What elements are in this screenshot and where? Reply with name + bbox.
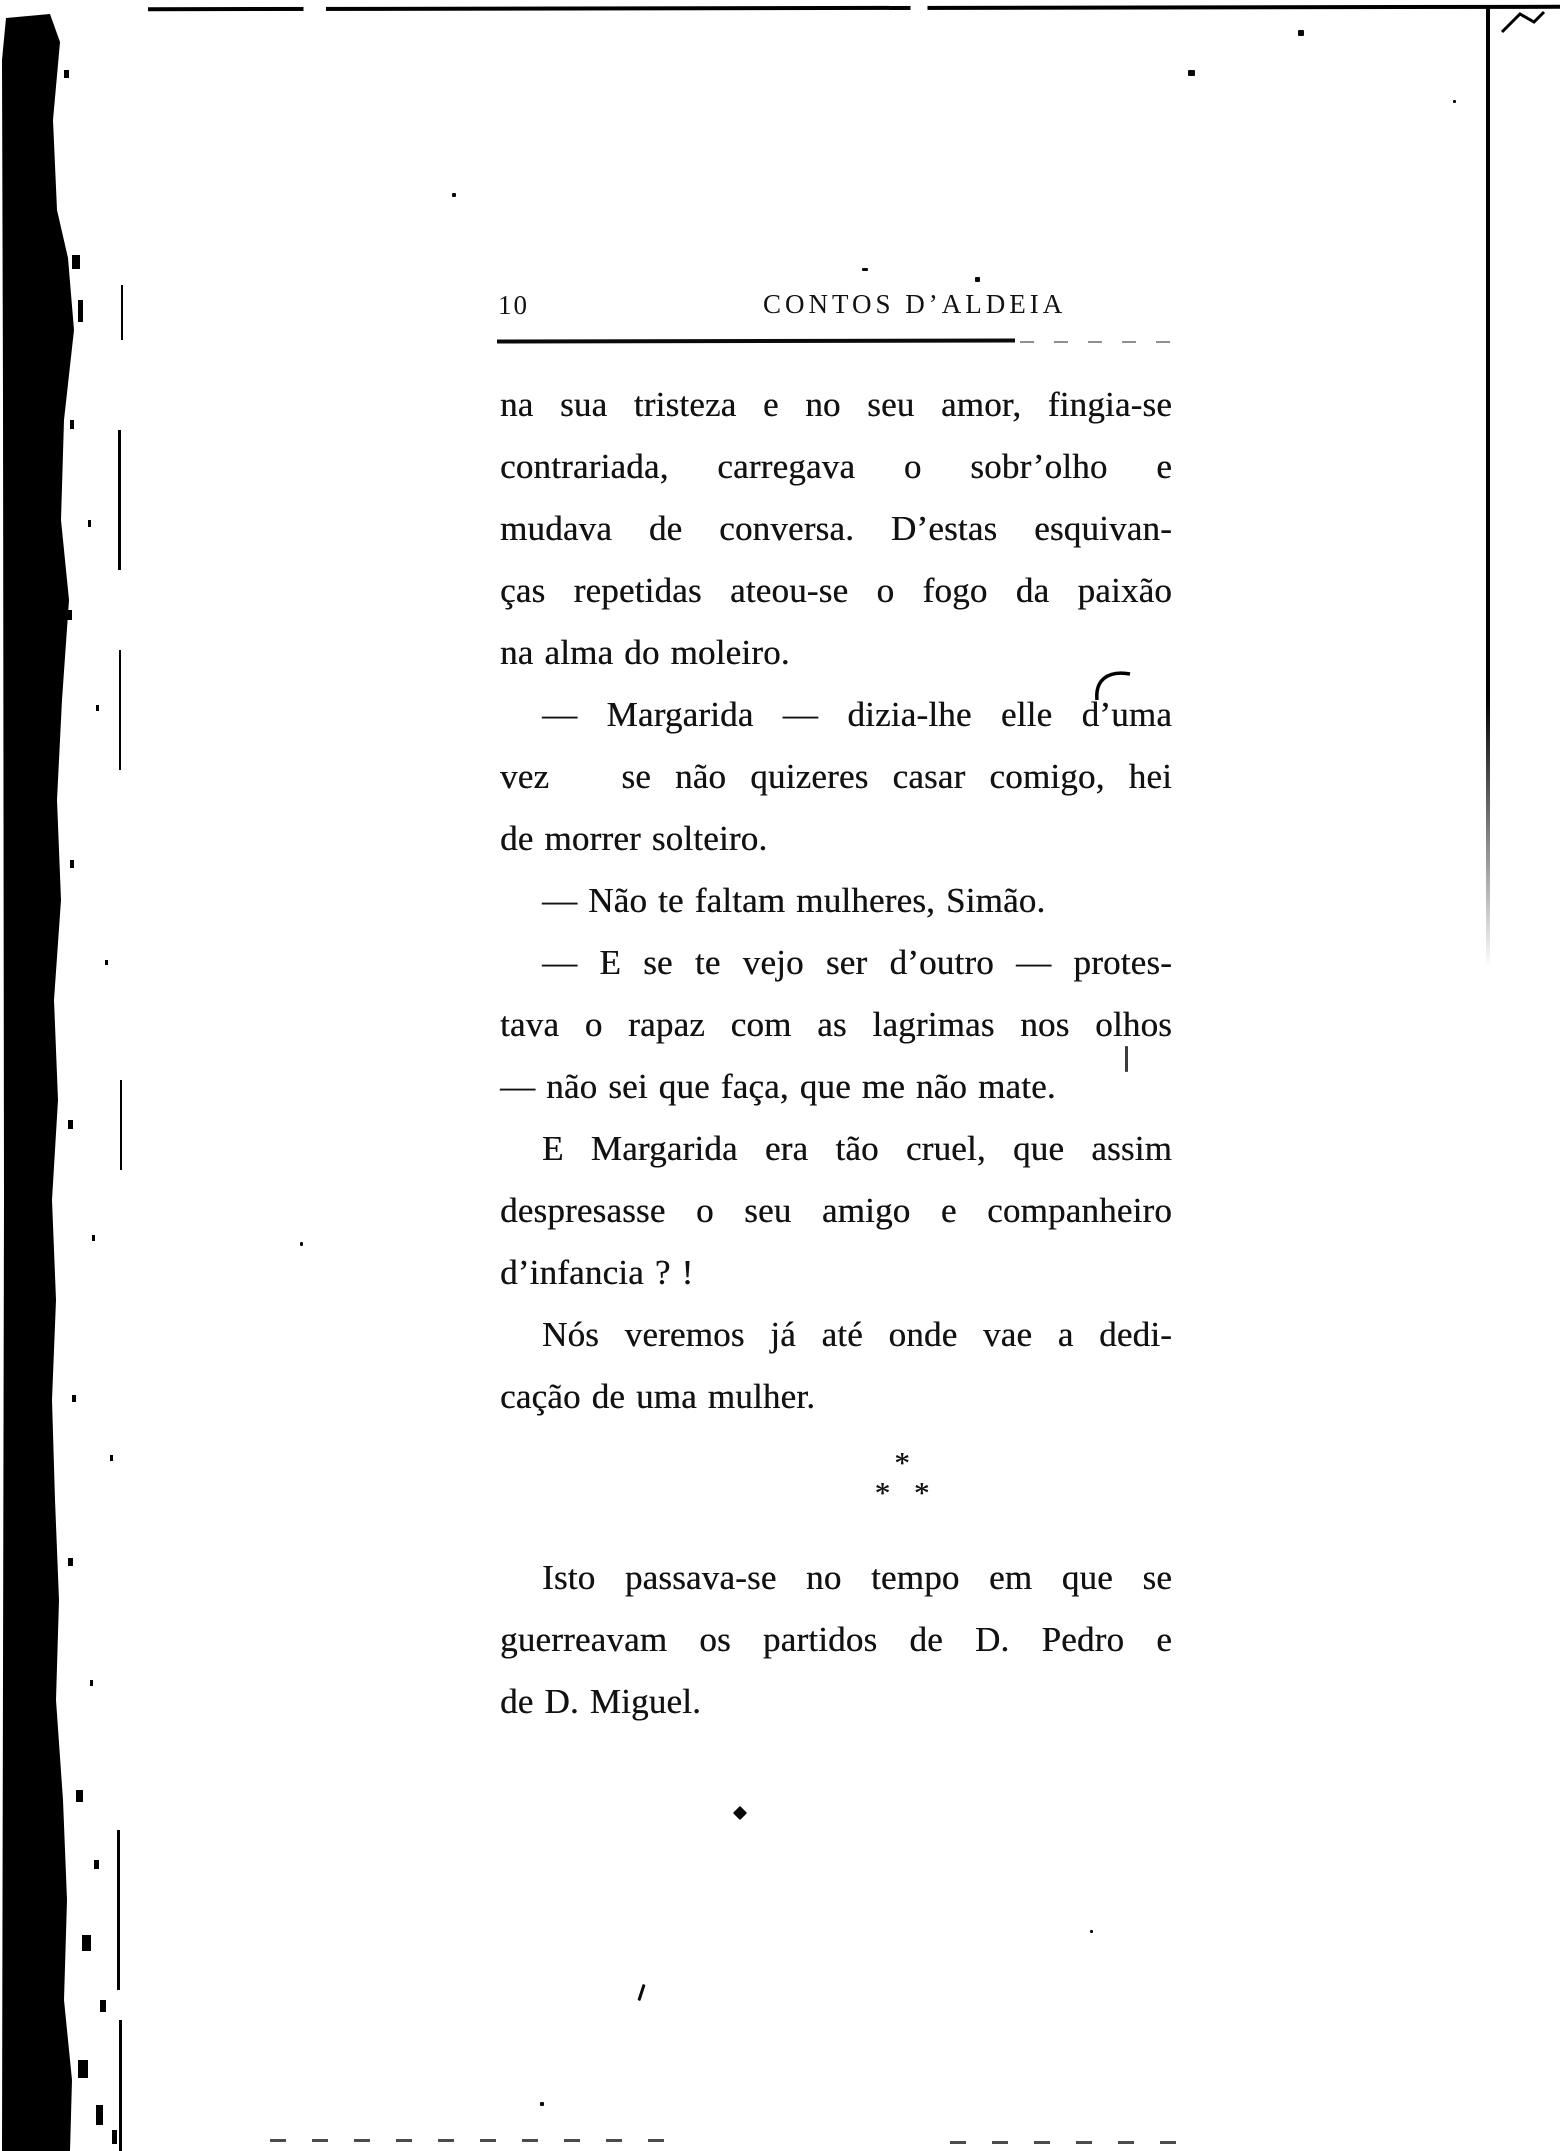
- text-line: de D. Miguel.: [500, 1682, 702, 1721]
- scan-edge-artifact: [0, 0, 150, 2151]
- text-line: — E se te vejo ser d’outro — protes-: [542, 943, 1172, 982]
- scan-bottom-border: [950, 2141, 1180, 2144]
- scan-speck: [452, 193, 456, 197]
- asterisk-divider-bottom: * *: [874, 1475, 930, 1510]
- scan-top-border: [148, 5, 1560, 11]
- text-line: — não sei que faça, que me não mate.: [500, 1067, 1056, 1106]
- text-line: despresasse o seu amigo e companheiro: [500, 1191, 1172, 1230]
- text-line: Isto passava-se no tempo em que se: [542, 1558, 1172, 1597]
- scan-speck: [540, 2102, 544, 2106]
- scan-speck: [862, 268, 868, 271]
- header-rule: [497, 338, 1015, 343]
- scan-speck: [733, 1806, 747, 1820]
- header-rule-faint: [1020, 341, 1185, 343]
- page-number: 10: [498, 290, 529, 320]
- text-line: na sua tristeza e no seu amor, fingia-se: [500, 385, 1172, 424]
- running-title: CONTOS D’ALDEIA: [763, 289, 1067, 319]
- scan-hook-mark: [1094, 668, 1136, 704]
- text-line: guerreavam os partidos de D. Pedro e: [500, 1620, 1172, 1659]
- scan-speck: [1453, 100, 1456, 103]
- text-line: na alma do moleiro.: [500, 633, 790, 672]
- scan-speck: [1125, 1046, 1128, 1072]
- text-line: d’infancia ? !: [500, 1253, 694, 1292]
- text-line: mudava de conversa. D’estas esquivan-: [500, 509, 1172, 548]
- text-line: vez se não quizeres casar comigo, hei: [500, 757, 1172, 796]
- text-line: ças repetidas ateou-se o fogo da paixão: [500, 571, 1172, 610]
- scan-speck: [300, 1242, 303, 1246]
- scan-speck: [637, 1984, 645, 2001]
- scan-bottom-border: [270, 2139, 690, 2142]
- text-line: tava o rapaz com as lagrimas nos olhos: [500, 1005, 1172, 1044]
- text-line: de morrer solteiro.: [500, 819, 768, 858]
- scan-speck: [975, 277, 980, 282]
- scan-speck: [1298, 30, 1304, 36]
- scan-corner-mark: [1500, 4, 1550, 44]
- scan-speck: [1188, 70, 1195, 76]
- text-line: — Não te faltam mulheres, Simão.: [542, 881, 1046, 920]
- text-line: cação de uma mulher.: [500, 1377, 816, 1416]
- text-line: contrariada, carregava o sobr’olho e: [500, 447, 1172, 486]
- text-line: — Margarida — dizia-lhe elle d’uma: [542, 695, 1172, 734]
- text-line: E Margarida era tão cruel, que assim: [542, 1129, 1172, 1168]
- asterisk-divider-top: *: [894, 1445, 910, 1480]
- text-line: Nós veremos já até onde vae a dedi-: [542, 1315, 1172, 1354]
- scan-speck: [1090, 1930, 1093, 1933]
- scan-right-border: [1486, 8, 1490, 968]
